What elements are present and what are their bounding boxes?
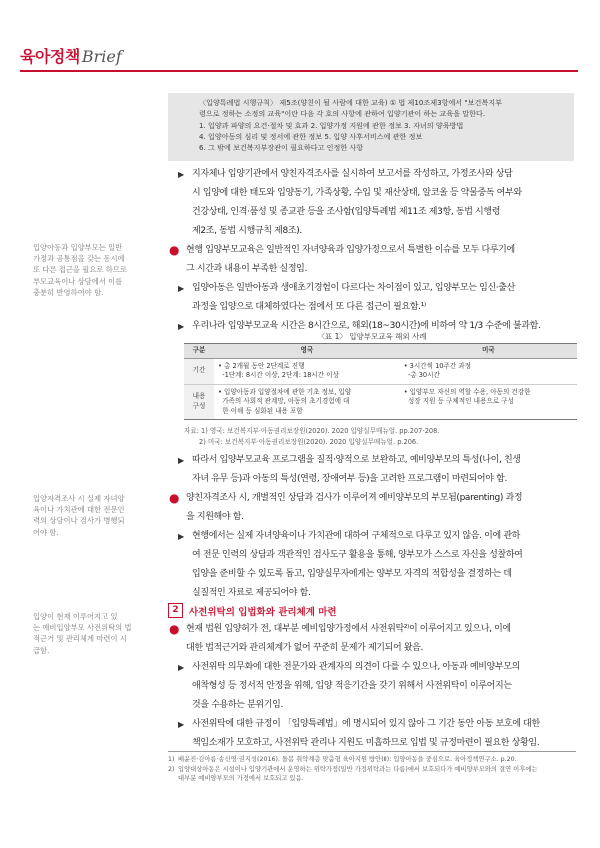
arrow-bullet-icon: ▶ <box>178 284 184 293</box>
table-cell-line: • 입양부모 자신의 역할 수용, 아동의 건강한 <box>403 387 531 396</box>
text-line: 실질적인 자료로 제공되어야 함. <box>192 588 311 598</box>
text-line: 지자체나 입양기관에서 양친자격조사를 실시하여 보고서를 작성하고, 가정조사와 상담 <box>192 169 513 179</box>
table-cell-uk <box>214 384 400 420</box>
table-cell-line: 성장 지원 등 구체적인 내용으로 구성 <box>403 397 514 405</box>
footnote-mark: 2) <box>168 765 175 773</box>
law-box <box>168 93 574 161</box>
sidenote-line: 입양자격조사 시 실제 자녀양 <box>33 494 125 503</box>
text-line: 사전위탁에 대한 규정이 「입양특례법」에 명시되어 있지 않아 그 기간 동안 아동 보호에 대한 <box>192 719 540 729</box>
text-line: 시 입양에 대한 태도와 입양동기, 가족상황, 수입 및 재산상태, 알코올 등 약물중독 여부와 <box>192 188 522 198</box>
footnote-line: 대부분 예비양부모의 가정에서 보호되고 있음. <box>178 775 304 782</box>
section-title: 사전위탁의 입법화와 관리체계 마련 <box>189 606 337 618</box>
arrow-bullet-icon: ▶ <box>178 532 184 541</box>
sidenote-1 <box>33 242 157 298</box>
sub-bullet-point <box>168 658 578 715</box>
footnote-line: 입양대상아동은 시설이나 입양기관에서 운영하는 위탁가정(일반 가정위탁과는 다름)에서 보호되다가 예비양부모와의 결연 이후에는 <box>178 765 538 773</box>
text-line: 사전위탁 의무화에 대한 전문가와 관계자의 의견이 다를 수 있으나, 아동과 예비양부모의 <box>192 662 521 672</box>
text-line: 여 전문 인력의 상담과 객관적인 검사도구 활용을 통해, 양부모가 스스로 자신을 성찰하여 <box>192 550 523 560</box>
law-box-line: 령으로 정하는 소정의 교육"이란 다음 각 호의 사항에 관하여 입양기관이 하는 교육을 말한다. <box>199 109 486 119</box>
law-box-line: 6. 그 밖에 보건복지부장관이 필요하다고 인정한 사항 <box>199 143 364 153</box>
text-line: 그 시간과 내용이 부족한 실정임. <box>186 264 308 274</box>
table-caption: 〈표 1〉 입양부모교육 해외 사례 <box>317 332 427 341</box>
table-row-label: 내용 구성 <box>184 384 214 420</box>
arrow-bullet-icon: ▶ <box>178 170 184 179</box>
table-cell-us <box>400 384 577 420</box>
table-row-label: 기간 <box>184 358 214 384</box>
arrow-bullet-icon: ▶ <box>178 456 184 465</box>
law-box-line: 〈입양특례법 시행규칙〉 제5조(양친이 될 사람에 대한 교육) ① 법 제10조제3항에서 "보건복지부 <box>199 98 502 107</box>
footnote-rule <box>168 751 576 752</box>
table-cell-line: -1단계: 8시간 이상, 2단계: 18시간 이상 <box>218 371 340 379</box>
sidenote-line: 력의 상담이나 검사가 병행되 <box>33 516 125 526</box>
sub-bullet-point <box>168 451 578 489</box>
table-cell-line: • 3시간씩 10주간 과정 <box>403 361 472 370</box>
text-line: 을 지원해야 함. <box>186 512 244 522</box>
bullet-dot-icon: ● <box>169 243 180 257</box>
text-line: 우리나라 입양부모교육 시간은 8시간으로, 해외(18~30시간)에 비하여 약 1/3 수준에 불과함. <box>192 321 541 331</box>
sidenote-2 <box>33 493 157 538</box>
sidenote-line: 충분히 반영하여야 함. <box>33 287 104 297</box>
bullet-point <box>168 620 578 658</box>
text-line: 것을 수용하는 분위기임. <box>192 700 283 710</box>
table-header-uk: 영국 <box>214 344 400 359</box>
table-cell-line: • 입양아동과 입양절차에 관한 기초 정보, 입양 <box>218 387 352 396</box>
sidenote-3 <box>33 611 157 656</box>
text-line: 애착형성 등 정서적 안정을 위해, 입양 적응기간을 갖기 위해서 사전위탁이 이루어지는 <box>192 681 512 691</box>
sub-bullet-point <box>168 715 578 753</box>
bullet-dot-icon: ● <box>169 491 180 505</box>
body-block-1 <box>168 165 578 336</box>
header-brief: Brief <box>81 47 122 66</box>
table-source-1: 자료: 1) 영국: 보건복지부·아동권리보장원(2020). 2020 입양실무매뉴얼. pp.207-208. <box>184 427 440 435</box>
text-line: 입양아동은 일반아동과 생애초기경험이 다르다는 차이점이 있고, 입양부모는 임신·출산 <box>192 283 515 293</box>
text-line: 제2조, 동법 시행규칙 제8조). <box>192 226 302 236</box>
table-row <box>184 384 577 420</box>
table-cell-uk <box>214 358 400 384</box>
footnote <box>168 755 580 765</box>
table-cell-line: 한 이해 등 심화된 내용 포함 <box>218 406 303 415</box>
text-line: 현행에서는 실제 자녀양육이나 가치관에 대하여 구체적으로 다루고 있지 않음. 이에 관하 <box>192 531 521 541</box>
footnotes <box>168 755 580 784</box>
text-line: 현재 법원 입양허가 전, 대부분 예비입양가정에서 사전위탁²⁾이 이루어지고 있으나, 이에 <box>186 624 511 634</box>
arrow-bullet-icon: ▶ <box>178 720 184 729</box>
law-box-line: 1. 입양과 파양의 요건·절차 및 효과 2. 입양가정 지원에 관한 정보 3. 자녀의 양육방법 <box>199 120 464 130</box>
sidenote-line: 또 다른 접근을 필요로 하므로 <box>33 265 127 275</box>
sidenote-line: 가정과 공통점을 갖는 동시에 <box>33 254 125 264</box>
text-line: 책임소재가 모호하고, 사전위탁 관리나 지원도 미흡하므로 입법 및 규정마련이 필요한 상황임. <box>192 738 540 748</box>
text-line: 입양을 준비할 수 있도록 돕고, 입양실무자에게는 양부모 자격의 적합성을 결정하는 데 <box>192 569 512 579</box>
body-block-3 <box>168 620 578 753</box>
law-box-line: 4. 입양아동의 심리 및 정서에 관한 정보 5. 입양 사후서비스에 관한 정보 <box>199 131 423 141</box>
sidenote-line: 급함. <box>33 645 50 655</box>
header-title: 육아정책 <box>20 47 80 66</box>
sub-bullet-point <box>168 527 578 603</box>
table-cell-line: • 총 2개월 동안 2단계로 진행 <box>218 361 305 370</box>
table-source-2: 2) 미국: 보건복지부·아동권리보장원(2020). 2020 입양실무매뉴얼. p.206. <box>199 438 419 446</box>
body-block-2 <box>168 451 578 603</box>
text-line: 과정을 입양으로 대체하였다는 점에서 또 다른 접근이 필요함.¹⁾ <box>192 302 426 312</box>
comparison-table <box>184 343 577 420</box>
text-line: 양친자격조사 시, 개별적인 상담과 검사가 이루어져 예비양부모의 부모됨(parenting) 과정 <box>186 493 523 503</box>
sub-bullet-point <box>168 279 578 317</box>
table-cell-line: 가족의 사회적 관계망, 아동의 초기경험에 대 <box>218 397 350 405</box>
section-number: 2 <box>168 603 183 618</box>
table-cell-line: -총 30시간 <box>403 371 440 379</box>
table-header-us: 미국 <box>400 344 577 359</box>
sidenote-line: 입양아동과 입양부모는 일반 <box>33 243 123 252</box>
bullet-dot-icon: ● <box>169 622 180 636</box>
footnote-mark: 1) <box>168 756 175 763</box>
sidenote-line: 는 예비입양부모 사전위탁의 법 <box>33 623 132 633</box>
table-header-category: 구분 <box>184 344 214 359</box>
header-rule <box>20 70 578 72</box>
text-line: 대한 법적근거와 관리체계가 없어 꾸준히 문제가 제기되어 왔음. <box>186 643 424 653</box>
text-line: 건강상태, 인격·품성 및 종교관 등을 조사함(입양특례법 제11조 제3항, 동법 시행령 <box>192 207 501 217</box>
table-row <box>184 358 577 384</box>
bullet-point <box>168 241 578 279</box>
bullet-point <box>168 489 578 527</box>
arrow-bullet-icon: ▶ <box>178 322 184 331</box>
sub-bullet-point <box>168 165 578 241</box>
footnote-line: 배윤진·김아름·송신영·권지성(2016). 돌봄 취약계층 맞춤형 육아지원 방안(Ⅱ): 입양아동을 중심으로. 육아정책연구소. p.20. <box>178 756 517 763</box>
page-header <box>20 44 122 66</box>
sidenote-line: 적근거 및 관리체계 마련이 시 <box>33 634 127 644</box>
text-line: 자녀 유무 등)과 아동의 특성(연령, 장애여부 등)을 고려한 프로그램이 마련되어야 함. <box>192 474 507 484</box>
table-cell-us <box>400 358 577 384</box>
footnote <box>168 765 580 784</box>
arrow-bullet-icon: ▶ <box>178 663 184 672</box>
text-line: 현행 입양부모교육은 일반적인 자녀양육과 입양가정으로서 특별한 이슈를 모두 다루기에 <box>186 245 515 255</box>
text-line: 따라서 입양부모교육 프로그램을 질적·양적으로 보완하고, 예비양부모의 특성(나이, 친생 <box>192 455 521 465</box>
sidenote-line: 입양이 현재 이루어지고 있 <box>33 612 118 621</box>
sidenote-line: 육이나 가치관에 대한 전문인 <box>33 505 125 515</box>
sidenote-line: 부모교육이나 상담에서 이를 <box>33 276 123 286</box>
section-heading <box>168 603 337 618</box>
sidenote-line: 어야 함. <box>33 527 59 537</box>
